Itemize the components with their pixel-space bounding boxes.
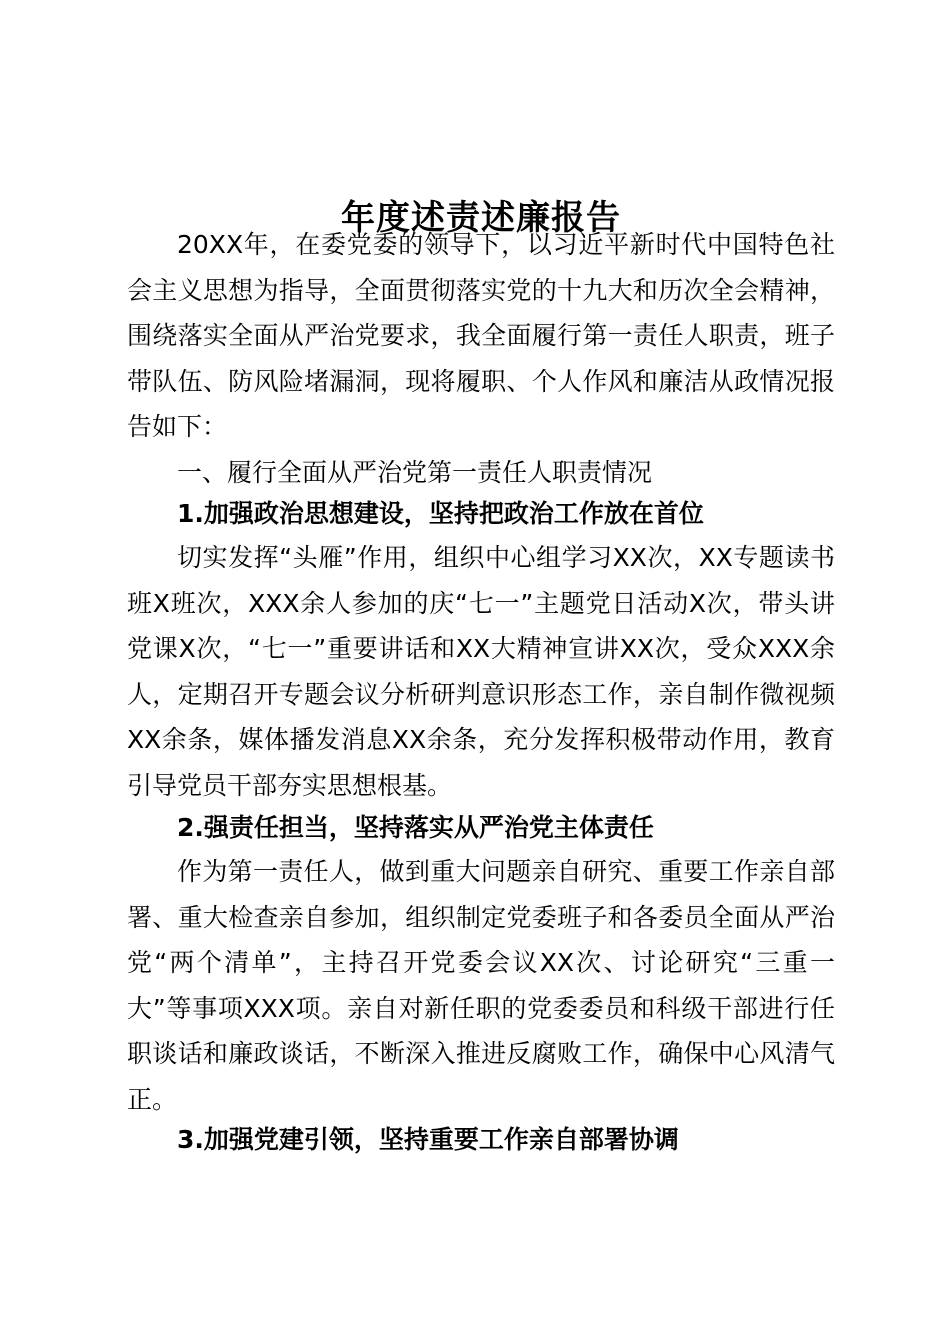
item-body-2: 作为第一责任人，做到重大问题亲自研究、重要工作亲自部署、重大检查亲自参加，组织制定党委班子和各委员全面从严治党“两个清单”，主持召开党委会议XX次、讨论研究“三重一大”等事项XXX项。亲自对新任职的党委委员和科级干部进行任职谈话和廉政谈话，不断深入推进反腐败工作，确保中心风清气正。 [127,857,835,1114]
item-body-1: 切实发挥“头雁”作用，组织中心组学习XX次，XX专题读书班X班次，XXX余人参加的庆“七一”主题党日活动X次，带头讲党课X次，“七一”重要讲话和XX大精神宣讲XX次，受众XXX余人，定期召开专题会议分析研判意识形态工作，亲自制作微视频XX余条，媒体播发消息XX余条，充分发挥积极带动作用，教育引导党员干部夯实思想根基。 [127,543,835,800]
item-heading-2: 2.强责任担当，坚持落实从严治党主体责任 [177,813,654,842]
intro-paragraph: 20XX年，在委党委的领导下，以习近平新时代中国特色社会主义思想为指导，全面贯彻落实党的十九大和历次全会精神，围绕落实全面从严治党要求，我全面履行第一责任人职责，班子带队伍、防风险堵漏洞，现将履职、个人作风和廉洁从政情况报告如下： [127,230,835,442]
document-title: 年度述责述廉报告 [341,197,621,238]
section-heading-1: 一、履行全面从严治党第一责任人职责情况 [177,458,653,487]
item-heading-3: 3.加强党建引领，坚持重要工作亲自部署协调 [177,1125,679,1154]
item-heading-1: 1.加强政治思想建设，坚持把政治工作放在首位 [177,499,704,528]
